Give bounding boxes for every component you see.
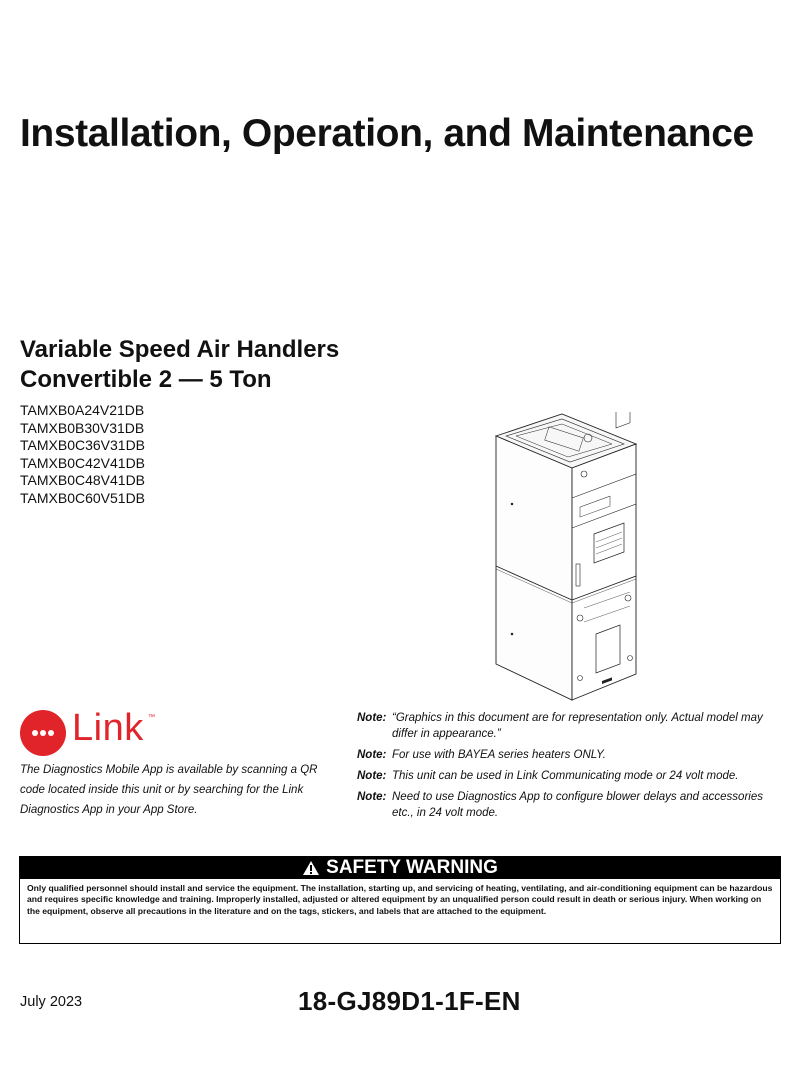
page-title: Installation, Operation, and Maintenance	[20, 112, 754, 155]
note-text: For use with BAYEA series heaters ONLY.	[392, 749, 606, 761]
safety-warning-text: Only qualified personnel should install and service the equipment. The installation, starting up, and servicing of heating, ventilating, and air-conditioning equipment can be hazardous and requires specific knowledge and training. Improperly installed, adjusted or altered equipment by an unqualified person could result in death or serious injury. When working on the equipment, observe all precautions in the literature and on the tags, stickers, and labels that are attached to the equipment.	[27, 883, 773, 916]
logo-wordmark: Link	[72, 707, 144, 749]
model-number: TAMXB0A24V21DB	[20, 402, 145, 418]
note-item	[357, 768, 787, 784]
app-availability-text: The Diagnostics Mobile App is available by scanning a QR code located inside this unit or by searching for the Link Diagnostics App in your App Store.	[20, 764, 318, 816]
note-item	[357, 710, 787, 742]
product-capacity: Convertible 2 — 5 Ton	[20, 366, 272, 393]
model-list	[20, 402, 145, 508]
note-label: Note:	[357, 712, 387, 724]
publication-date: July 2023	[20, 994, 83, 1010]
note-text: Need to use Diagnostics App to configure blower delays and accessories etc., in 24 volt mode.	[392, 791, 763, 819]
safety-warning-header	[20, 857, 780, 879]
safety-warning-heading: SAFETY WARNING	[326, 857, 498, 878]
model-number: TAMXB0C36V31DB	[20, 437, 146, 454]
note-label: Note:	[357, 770, 387, 782]
model-number: TAMXB0C60V51DB	[20, 489, 146, 506]
note-text: “Graphics in this document are for representation only. Actual model may differ in appearance.”	[392, 712, 763, 740]
notes-list	[357, 710, 787, 826]
note-item	[357, 747, 787, 763]
note-text: This unit can be used in Link Communicating mode or 24 volt mode.	[392, 770, 739, 782]
safety-warning-box	[19, 856, 781, 944]
note-item	[357, 789, 787, 821]
logo-trademark: ™	[148, 714, 155, 721]
model-number: TAMXB0C42V41DB	[20, 454, 146, 471]
chat-bubble-icon	[20, 710, 66, 756]
product-title: Variable Speed Air Handlers	[20, 336, 340, 363]
note-label: Note:	[357, 749, 387, 761]
document-number: 18-GJ89D1-1F-EN	[298, 986, 521, 1016]
warning-triangle-icon	[302, 860, 320, 876]
note-label: Note:	[357, 791, 387, 803]
link-logo	[20, 709, 200, 757]
model-number: TAMXB0B30V31DB	[20, 419, 145, 436]
model-number: TAMXB0C48V41DB	[20, 472, 146, 489]
air-handler-illustration	[484, 412, 664, 702]
